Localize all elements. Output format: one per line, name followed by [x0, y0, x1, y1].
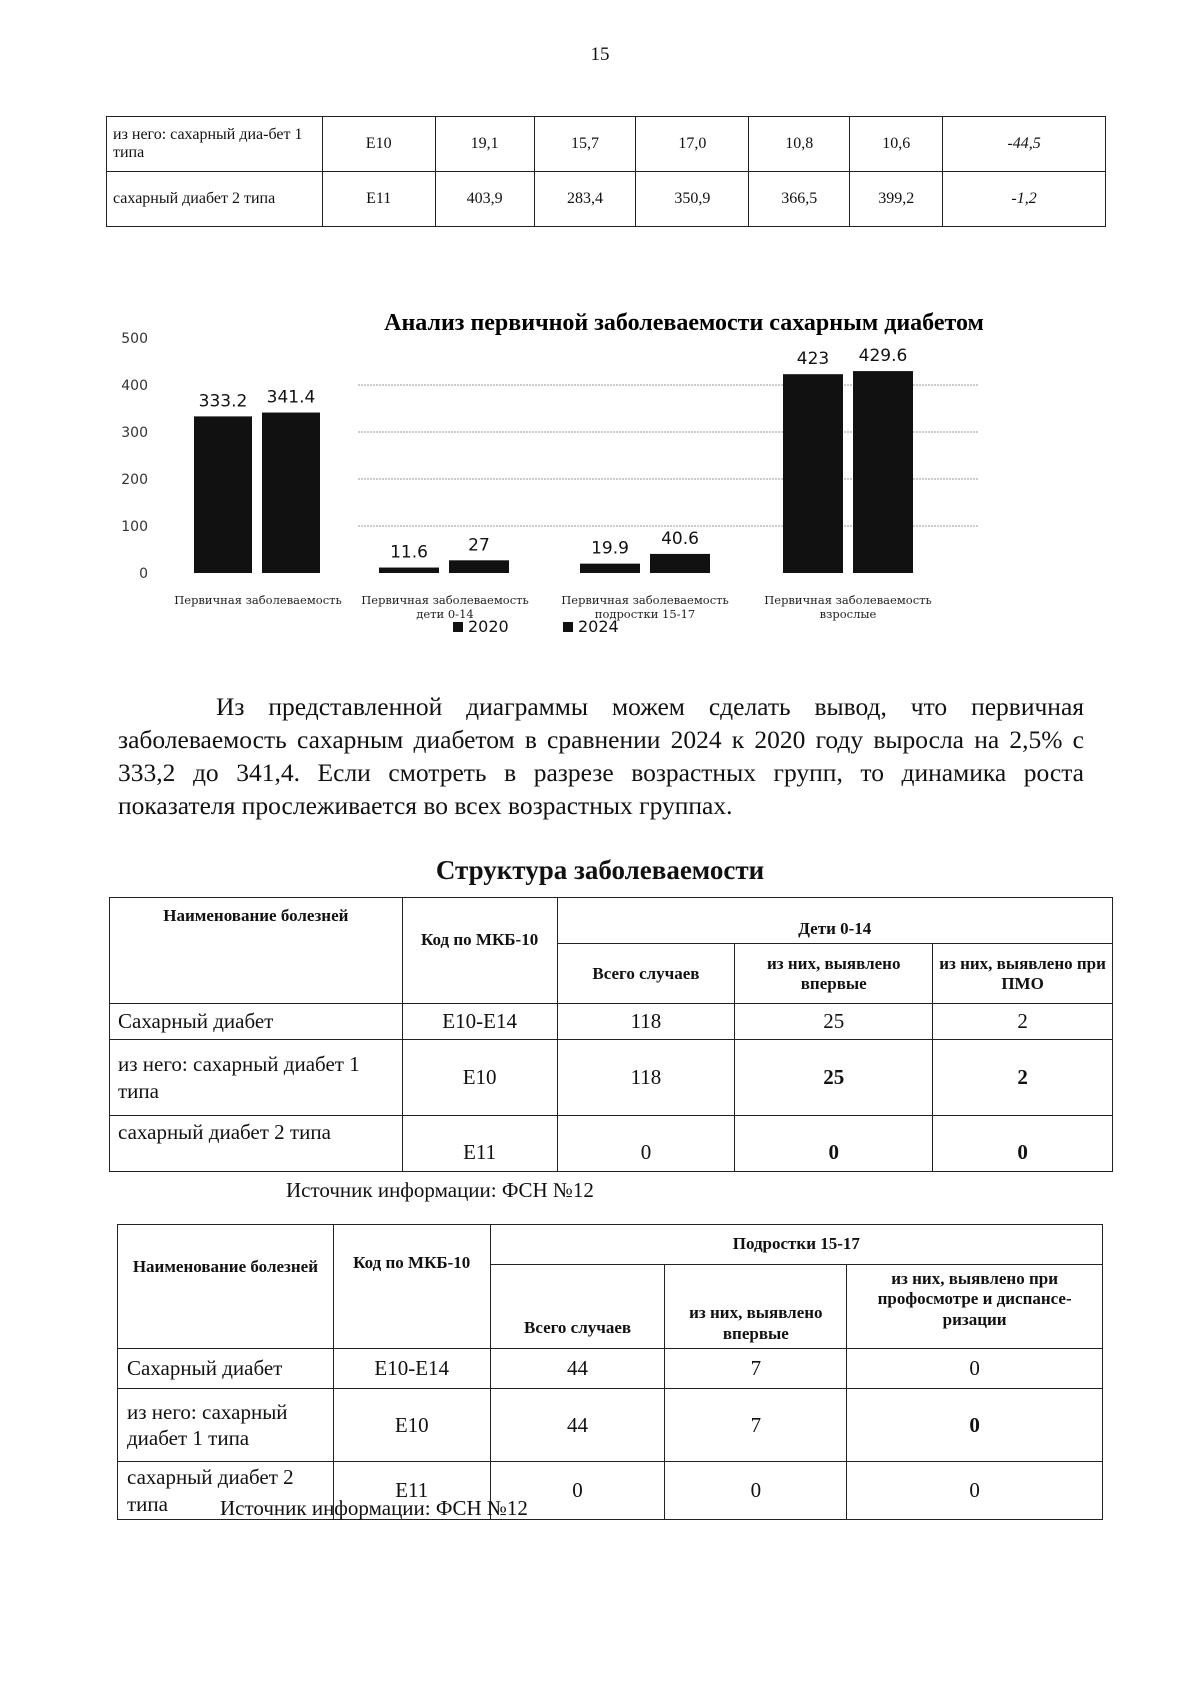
- bar-2020-0: [194, 416, 252, 573]
- value-cell: 10,6: [850, 117, 943, 172]
- children-structure-table: [109, 897, 1113, 1172]
- chart-title: Анализ первичной заболеваемости сахарным диабетом: [384, 310, 984, 336]
- disease-name-cell: Сахарный диабет: [110, 1004, 403, 1040]
- pmo-cell: 0: [933, 1116, 1113, 1172]
- checkup-cell: 0: [847, 1462, 1103, 1520]
- value-cell: 17,0: [636, 117, 749, 172]
- category-label: взрослые: [819, 607, 877, 621]
- header-total-cases: Всего случаев: [557, 944, 735, 1004]
- value-cell: 399,2: [850, 172, 943, 227]
- disease-name-cell: из него: сахарный диа-бет 1 типа: [107, 117, 323, 172]
- data-label: 333.2: [198, 391, 248, 412]
- y-tick-label: 300: [121, 425, 148, 441]
- disease-name-cell: из него: сахарный диабет 1 типа: [118, 1389, 334, 1462]
- header-icd-code: Код по МКБ-10: [333, 1225, 490, 1349]
- total-cell: 118: [557, 1004, 735, 1040]
- y-tick-label: 0: [139, 566, 148, 582]
- first-detected-cell: 0: [665, 1462, 847, 1520]
- data-label: 429.6: [858, 346, 908, 367]
- data-label: 40.6: [661, 528, 699, 549]
- table-row: [110, 1040, 1113, 1116]
- total-cell: 0: [490, 1462, 665, 1520]
- adolescents-structure-table: [117, 1224, 1103, 1520]
- first-detected-cell: 7: [665, 1349, 847, 1389]
- header-detected-checkup: из них, выявлено при профосмотре и диспансе-ризации: [847, 1265, 1103, 1349]
- legend-label: 2024: [578, 617, 619, 636]
- icd-code-cell: E10-E14: [402, 1004, 557, 1040]
- table-row: [107, 117, 1106, 172]
- data-label: 423: [796, 349, 830, 370]
- value-cell: 15,7: [534, 117, 636, 172]
- bar-2024-2: [650, 554, 710, 573]
- category-label: дети 0-14: [416, 607, 474, 621]
- value-cell: 10,8: [749, 117, 850, 172]
- y-tick-label: 500: [121, 331, 148, 347]
- header-disease-name: Наименование болезней: [110, 898, 403, 1004]
- header-icd-code: Код по МКБ-10: [402, 898, 557, 1004]
- legend-label: 2020: [468, 617, 509, 636]
- table-row: [107, 172, 1106, 227]
- bar-2020-3: [783, 374, 843, 573]
- bar-2024-3: [853, 371, 913, 573]
- change-cell: -1,2: [943, 172, 1106, 227]
- data-label: 19.9: [591, 538, 629, 559]
- table-row: [118, 1349, 1103, 1389]
- header-age-group: Подростки 15-17: [490, 1225, 1102, 1265]
- first-detected-cell: 25: [735, 1004, 933, 1040]
- header-disease-name: Наименование болезней: [118, 1225, 334, 1349]
- disease-name-cell: сахарный диабет 2 типа: [110, 1116, 403, 1172]
- total-cell: 44: [490, 1349, 665, 1389]
- value-cell: 283,4: [534, 172, 636, 227]
- section-title: Структура заболеваемости: [435, 855, 765, 885]
- conclusion-paragraph: Из представленной диаграммы можем сделать вывод, что первичная заболеваемость сахарным диабетом в сравнении 2024 к 2020 году выросла на 2,5% с 333,2 до 341,4. Если смотреть в разрезе возрастных групп, то динамика роста показателя прослеживается во всех возрастных группах.: [118, 692, 1084, 820]
- data-label: 11.6: [390, 542, 428, 563]
- total-cell: 0: [557, 1116, 735, 1172]
- y-tick-label: 400: [121, 378, 148, 394]
- category-label: Первичная заболеваемость: [174, 593, 342, 607]
- total-cell: 118: [557, 1040, 735, 1116]
- page-number: 15: [590, 44, 610, 65]
- bar-2020-1: [379, 568, 439, 573]
- pmo-cell: 2: [933, 1040, 1113, 1116]
- first-detected-cell: 25: [735, 1040, 933, 1116]
- data-label: 27: [468, 535, 490, 556]
- checkup-cell: 0: [847, 1349, 1103, 1389]
- source-note: Источник информации: ФСН №12: [220, 1496, 528, 1520]
- value-cell: 350,9: [636, 172, 749, 227]
- chart-legend: [453, 617, 619, 636]
- chart-category-labels: [174, 593, 932, 621]
- pmo-cell: 2: [933, 1004, 1113, 1040]
- bar-2020-2: [580, 564, 640, 573]
- table-row: [110, 1004, 1113, 1040]
- icd-code-cell: E10: [322, 117, 435, 172]
- bar-2024-0: [262, 413, 320, 573]
- table-row: [118, 1389, 1103, 1462]
- bar-2024-1: [449, 560, 509, 573]
- legend-swatch: [453, 622, 463, 632]
- data-label: 341.4: [266, 387, 316, 408]
- disease-name-cell: сахарный диабет 2 типа: [107, 172, 323, 227]
- category-label: Первичная заболеваемость: [764, 593, 932, 607]
- category-label: подростки 15-17: [594, 607, 696, 621]
- icd-code-cell: E11: [322, 172, 435, 227]
- first-detected-cell: 7: [665, 1389, 847, 1462]
- disease-name-cell: из него: сахарный диабет 1 типа: [110, 1040, 403, 1116]
- category-label: Первичная заболеваемость: [561, 593, 729, 607]
- icd-code-cell: E10-E14: [333, 1349, 490, 1389]
- header-total-cases: Всего случаев: [490, 1265, 665, 1349]
- y-tick-label: 100: [121, 519, 148, 535]
- header-age-group: Дети 0-14: [557, 898, 1112, 944]
- source-note: Источник информации: ФСН №12: [286, 1178, 594, 1202]
- disease-name-cell: Сахарный диабет: [118, 1349, 334, 1389]
- icd-code-cell: E10: [402, 1040, 557, 1116]
- disease-name-cell: сахарный диабет 2 типа: [118, 1462, 334, 1520]
- value-cell: 19,1: [435, 117, 534, 172]
- category-label: Первичная заболеваемость: [361, 593, 529, 607]
- first-detected-cell: 0: [735, 1116, 933, 1172]
- header-first-detected: из них, выявлено впервые: [735, 944, 933, 1004]
- icd-code-cell: E11: [402, 1116, 557, 1172]
- icd-code-cell: E11: [333, 1462, 490, 1520]
- table-row: [110, 1116, 1113, 1172]
- checkup-cell: 0: [847, 1389, 1103, 1462]
- y-tick-label: 200: [121, 472, 148, 488]
- value-cell: 403,9: [435, 172, 534, 227]
- icd-code-cell: E10: [333, 1389, 490, 1462]
- incidence-bar-chart: [108, 278, 1120, 668]
- legend-swatch: [563, 622, 573, 632]
- value-cell: 366,5: [749, 172, 850, 227]
- header-detected-pmo: из них, выявлено при ПМО: [933, 944, 1113, 1004]
- header-first-detected: из них, выявлено впервые: [665, 1265, 847, 1349]
- top-incidence-table: [106, 116, 1106, 227]
- total-cell: 44: [490, 1389, 665, 1462]
- y-axis: [121, 331, 148, 582]
- change-cell: -44,5: [943, 117, 1106, 172]
